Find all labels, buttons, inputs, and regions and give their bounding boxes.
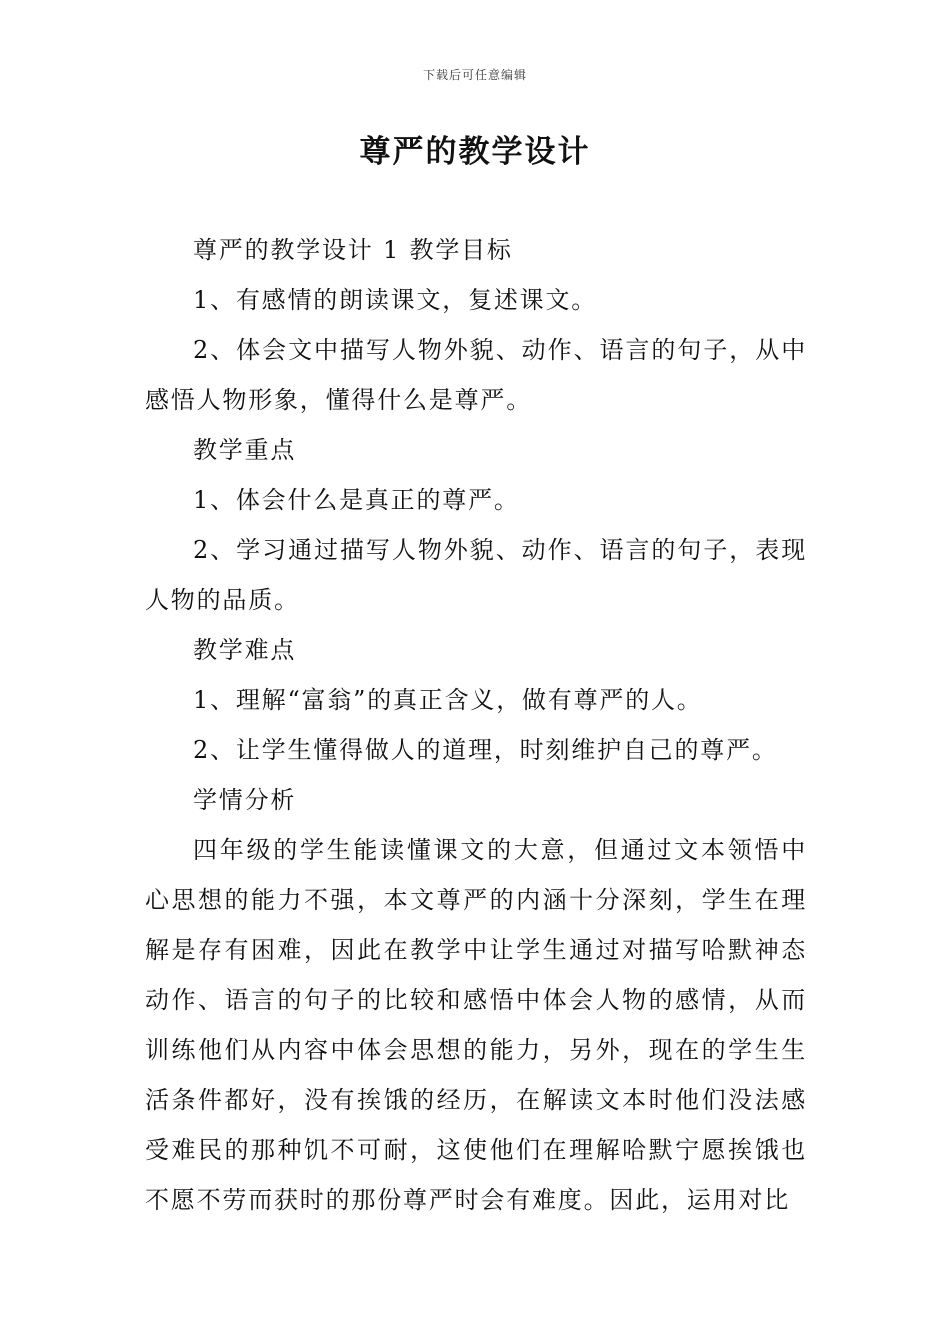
paragraph-difficulty-2: 2、让学生懂得做人的道理，时刻维护自己的尊严。: [193, 736, 778, 764]
paragraph-analysis-heading: 学情分析: [193, 786, 297, 814]
paragraph-key-points-heading: 教学重点: [193, 436, 297, 464]
header-note: 下载后可任意编辑: [422, 68, 527, 82]
document-body: [145, 225, 807, 1225]
paragraph-objectives-heading: 尊严的教学设计 1 教学目标: [193, 236, 513, 264]
paragraph-key-point-2: 2、学习通过描写人物外貌、动作、语言的句子，表现人物的品质。: [145, 536, 807, 614]
paragraph-difficulty-1: 1、理解“富翁”的真正含义，做有尊严的人。: [193, 686, 703, 714]
paragraph-difficulties-heading: 教学难点: [193, 636, 297, 664]
paragraph-objective-2: 2、体会文中描写人物外貌、动作、语言的句子，从中感悟人物形象，懂得什么是尊严。: [145, 336, 807, 414]
paragraph-key-point-1: 1、体会什么是真正的尊严。: [193, 486, 520, 514]
paragraph-analysis-body: 四年级的学生能读懂课文的大意，但通过文本领悟中心思想的能力不强，本文尊严的内涵十分深刻，学生在理解是存有困难，因此在教学中让学生通过对描写哈默神态动作、语言的句子的比较和感悟中体会人物的感情，从而训练他们从内容中体会思想的能力，另外，现在的学生生活条件都好，没有挨饿的经历，在解读文本时他们没法感受难民的那种饥不可耐，这使他们在理解哈默宁愿挨饿也不愿不劳而获时的那份尊严时会有难度。因此，运用对比: [145, 836, 807, 1214]
paragraph-objective-1: 1、有感情的朗读课文，复述课文。: [193, 286, 598, 314]
document-title: 尊严的教学设计: [359, 134, 591, 170]
